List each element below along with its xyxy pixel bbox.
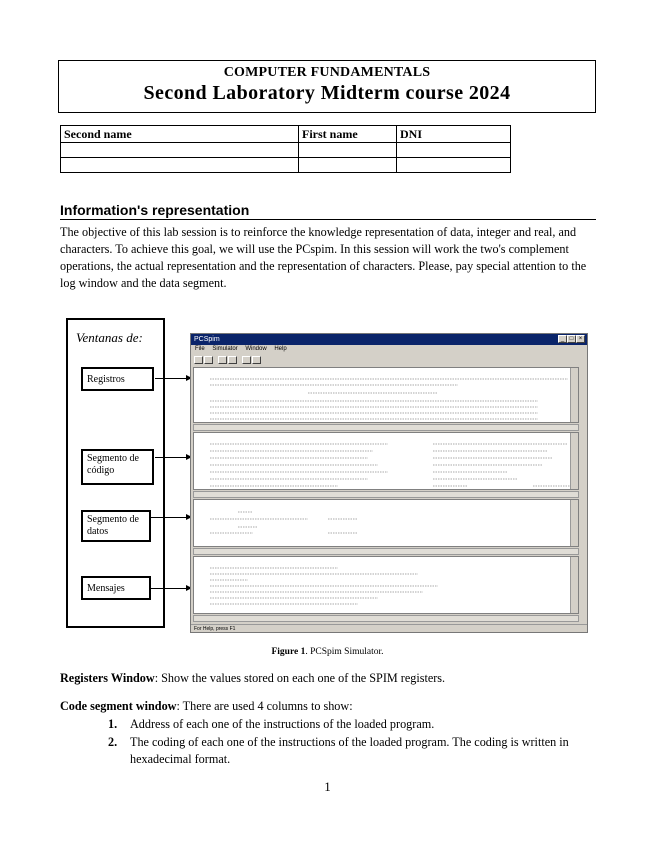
open-icon[interactable] xyxy=(194,356,203,364)
about-icon[interactable] xyxy=(252,356,261,364)
column-dni: DNI xyxy=(397,126,511,143)
window-toolbar xyxy=(191,354,587,365)
figure-caption xyxy=(0,647,655,657)
data-scrollbar[interactable] xyxy=(570,500,578,546)
code-texture xyxy=(208,439,579,490)
help-icon[interactable] xyxy=(242,356,251,364)
run-icon[interactable] xyxy=(228,356,237,364)
registers-label: Registers Window xyxy=(60,671,155,685)
student-info-table xyxy=(60,125,511,173)
label-messages: Mensajes xyxy=(81,576,151,600)
label-registers: Registros xyxy=(81,367,154,391)
exam-title: Second Laboratory Midterm course 2024 xyxy=(143,82,511,104)
section-heading: Information's representation xyxy=(60,202,250,218)
arrow-data xyxy=(151,517,191,518)
window-menubar[interactable]: File Simulator Window Help xyxy=(195,346,287,352)
data-segment-pane xyxy=(193,499,579,547)
course-name: COMPUTER FUNDAMENTALS xyxy=(223,65,431,80)
list-number: 2. xyxy=(108,735,118,749)
code-text: : There are used 4 columns to show: xyxy=(176,699,353,713)
caption-label: Figure 1 xyxy=(271,647,306,657)
legend-title: Ventanas de: xyxy=(76,330,143,345)
second-name-cell[interactable] xyxy=(61,158,299,173)
heading-rule xyxy=(60,219,596,220)
registers-pane xyxy=(193,367,579,423)
registers-texture xyxy=(208,374,579,423)
data-texture xyxy=(208,506,579,547)
save-icon[interactable] xyxy=(204,356,213,364)
list-text: Address of each one of the instructions of the loaded program. xyxy=(130,717,435,731)
close-button[interactable]: × xyxy=(576,335,585,343)
column-second-name: Second name xyxy=(61,126,299,143)
messages-pane xyxy=(193,556,579,614)
messages-hscroll[interactable] xyxy=(193,615,579,622)
label-data-segment: Segmento de datos xyxy=(81,510,151,542)
list-item xyxy=(108,716,596,733)
title-box xyxy=(58,60,596,113)
first-name-cell[interactable] xyxy=(299,158,397,173)
dni-cell[interactable] xyxy=(397,158,511,173)
code-hscroll[interactable] xyxy=(193,491,579,498)
arrow-messages xyxy=(151,588,191,589)
window-title: PCSpim xyxy=(194,336,220,343)
messages-texture xyxy=(208,563,579,614)
registers-scrollbar[interactable] xyxy=(570,368,578,422)
first-name-cell[interactable] xyxy=(299,143,397,158)
arrow-code xyxy=(155,457,191,458)
registers-text: : Show the values stored on each one of the SPIM registers. xyxy=(154,671,446,685)
dni-cell[interactable] xyxy=(397,143,511,158)
intro-paragraph: The objective of this lab session is to reinforce the knowledge representation of data, integer and real, and characters. To achieve this goal, we will use the PCspim. In this session will work the two's complement operations, the actual representation and the representation of characters. Please, pay special attention to the log window and the data segment. xyxy=(60,225,587,290)
messages-scrollbar[interactable] xyxy=(570,557,578,613)
caption-text: . PCSpim Simulator. xyxy=(305,647,384,657)
registers-hscroll[interactable] xyxy=(193,424,579,431)
minimize-button[interactable]: _ xyxy=(558,335,567,343)
list-text: The coding of each one of the instructions of the loaded program. The coding is written in hexadecimal format. xyxy=(130,735,569,766)
window-titlebar xyxy=(191,334,587,345)
list-item xyxy=(108,734,596,768)
code-segment-pane xyxy=(193,432,579,490)
arrow-registers xyxy=(155,378,191,379)
code-description xyxy=(60,698,596,715)
code-scrollbar[interactable] xyxy=(570,433,578,489)
code-label: Code segment window xyxy=(60,699,177,713)
label-code-segment: Segmento de código xyxy=(81,449,154,485)
window-statusbar: For Help, press F1 xyxy=(191,624,587,632)
step-icon[interactable] xyxy=(218,356,227,364)
maximize-button[interactable]: □ xyxy=(567,335,576,343)
registers-description xyxy=(60,670,596,687)
pcspim-window xyxy=(190,333,588,633)
second-name-cell[interactable] xyxy=(61,143,299,158)
column-first-name: First name xyxy=(299,126,397,143)
page-number: 1 xyxy=(324,779,331,794)
list-number: 1. xyxy=(108,717,118,731)
data-hscroll[interactable] xyxy=(193,548,579,555)
